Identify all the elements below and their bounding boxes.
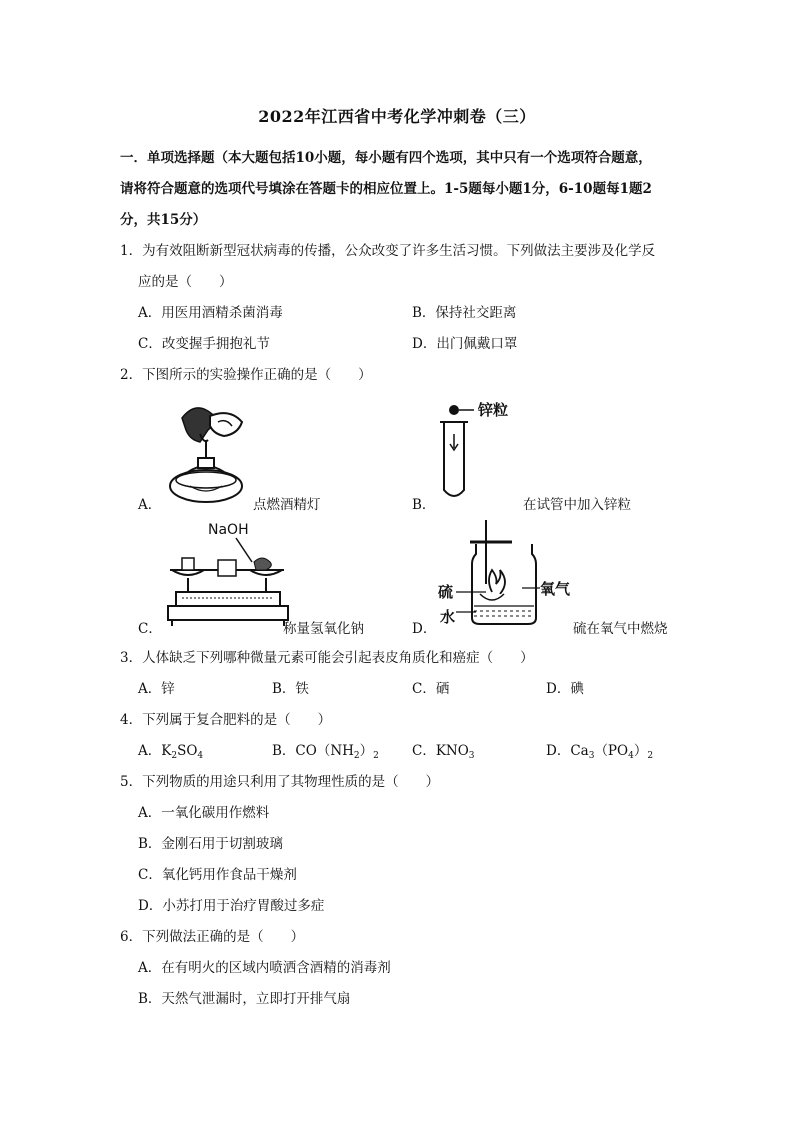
q2-option-c-caption: 称量氢氧化钠 [283, 621, 364, 637]
water-label: 水 [440, 608, 456, 626]
q2-option-b-caption: 在试管中加入锌粒 [523, 497, 631, 513]
naoh-label: NaOH [208, 522, 249, 538]
q4-option-c: C．$KNO_3$ [412, 743, 475, 761]
zinc-granule-label: 锌粒 [478, 401, 509, 419]
section-header-line-3: 分，共15分） [120, 212, 207, 228]
q6-option-a: A．在有明火的区域内喷洒含酒精的消毒剂 [138, 960, 391, 976]
q5-option-d: D．小苏打用于治疗胃酸过多症 [138, 898, 325, 914]
section-header-line-2: 请将符合题意的选项代号填涂在答题卡的相应位置上。1-5题每小题1分，6-10题每1题2 [120, 181, 652, 197]
sulfur-label: 硫 [438, 583, 454, 601]
q3-option-a: A．锌 [138, 681, 175, 697]
q6-stem: 6．下列做法正确的是（ ） [120, 929, 305, 945]
q4-option-d: D．$Ca_3(PO_4)_2$ [546, 743, 654, 761]
q1-option-a: A．用医用酒精杀菌消毒 [138, 305, 283, 321]
oxygen-label: 氧气 [540, 580, 571, 598]
q4-option-b: B．$CO(NH_2)_2$ [272, 743, 379, 761]
q2-option-b-label: B． [412, 497, 436, 513]
q2-option-c-label: C． [138, 621, 162, 637]
balance-figure [162, 518, 292, 630]
q3-option-d: D．碘 [546, 681, 584, 697]
q1-stem-line-1: 1．为有效阻断新型冠状病毒的传播，公众改变了许多生活习惯。下列做法主要涉及化学反 [120, 243, 656, 259]
q1-stem-line-2: 应的是（ ） [138, 274, 233, 290]
q4-option-a: A．$K_2SO_4$ [138, 743, 204, 761]
q6-option-b: B．天然气泄漏时，立即打开排气扇 [138, 991, 351, 1007]
sulfur-combustion-figure [436, 514, 576, 632]
q1-option-d: D．出门佩戴口罩 [412, 336, 518, 352]
q2-stem: 2．下图所示的实验操作正确的是（ ） [120, 367, 372, 383]
alcohol-lamp-figure [160, 400, 252, 504]
q3-option-c: C．硒 [412, 681, 450, 697]
q1-option-c: C．改变握手拥抱礼节 [138, 336, 270, 352]
q5-option-a: A．一氧化碳用作燃料 [138, 805, 270, 821]
exam-title: 2022年江西省中考化学冲刺卷（三） [258, 107, 536, 126]
q5-option-c: C．氧化钙用作食品干燥剂 [138, 867, 297, 883]
q2-option-d-caption: 硫在氧气中燃烧 [573, 621, 668, 637]
q2-option-a-caption: 点燃酒精灯 [253, 497, 321, 513]
section-header-line-1: 一．单项选择题（本大题包括10小题，每小题有四个选项，其中只有一个选项符合题意， [120, 150, 652, 166]
q5-stem: 5．下列物质的用途只利用了其物理性质的是（ ） [120, 774, 440, 790]
q4-stem: 4．下列属于复合肥料的是（ ） [120, 712, 332, 728]
q3-stem: 3．人体缺乏下列哪种微量元素可能会引起表皮角质化和癌症（ ） [120, 650, 534, 666]
q2-option-d-label: D． [412, 621, 437, 637]
q2-option-a-label: A． [138, 497, 162, 513]
q3-option-b: B．铁 [272, 681, 309, 697]
q1-option-b: B．保持社交距离 [412, 305, 517, 321]
test-tube-figure [430, 398, 530, 506]
q5-option-b: B．金刚石用于切割玻璃 [138, 836, 283, 852]
